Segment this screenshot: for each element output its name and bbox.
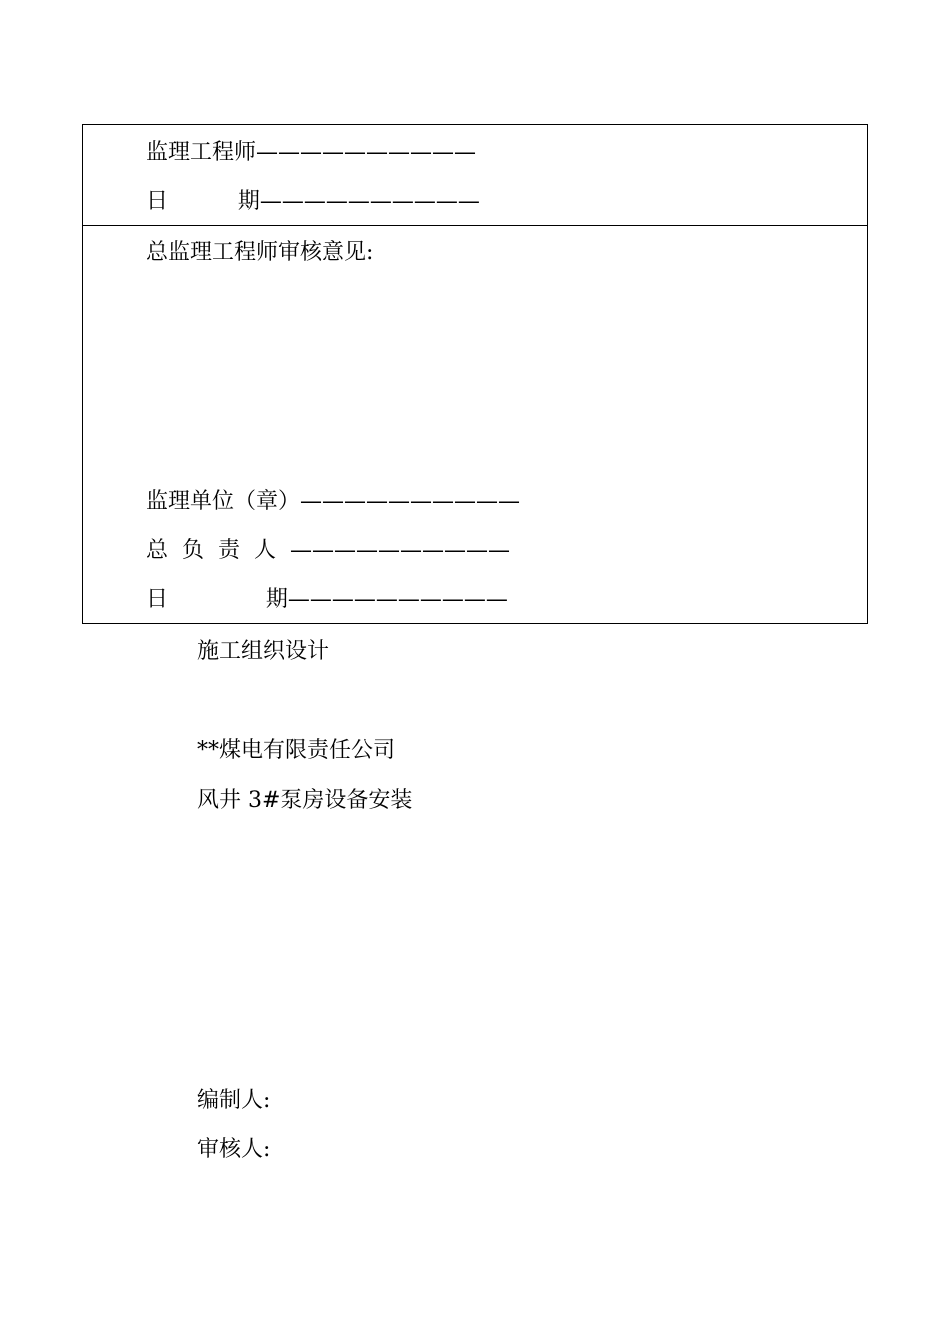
engineer-section <box>83 125 867 226</box>
unit-seal-line: 监理单位（章）—————————— <box>146 489 521 514</box>
compiler-label: 编制人: <box>197 1088 271 1113</box>
engineer-signature-line: 监理工程师—————————— <box>146 140 477 165</box>
chief-engineer-section <box>83 226 867 623</box>
document-title: 施工组织设计 <box>197 639 330 664</box>
responsible-person-line: 总 负 责 人 —————————— <box>146 538 510 563</box>
reviewer-label: 审核人: <box>197 1137 271 1162</box>
company-name: **煤电有限责任公司 <box>197 738 396 763</box>
chief-date-line: 日 期—————————— <box>146 587 508 612</box>
engineer-date-line: 日 期—————————— <box>146 189 480 214</box>
approval-form-table <box>82 124 868 624</box>
project-name: 风井 3#泵房设备安装 <box>197 788 413 813</box>
chief-opinion-label: 总监理工程师审核意见: <box>146 240 374 265</box>
